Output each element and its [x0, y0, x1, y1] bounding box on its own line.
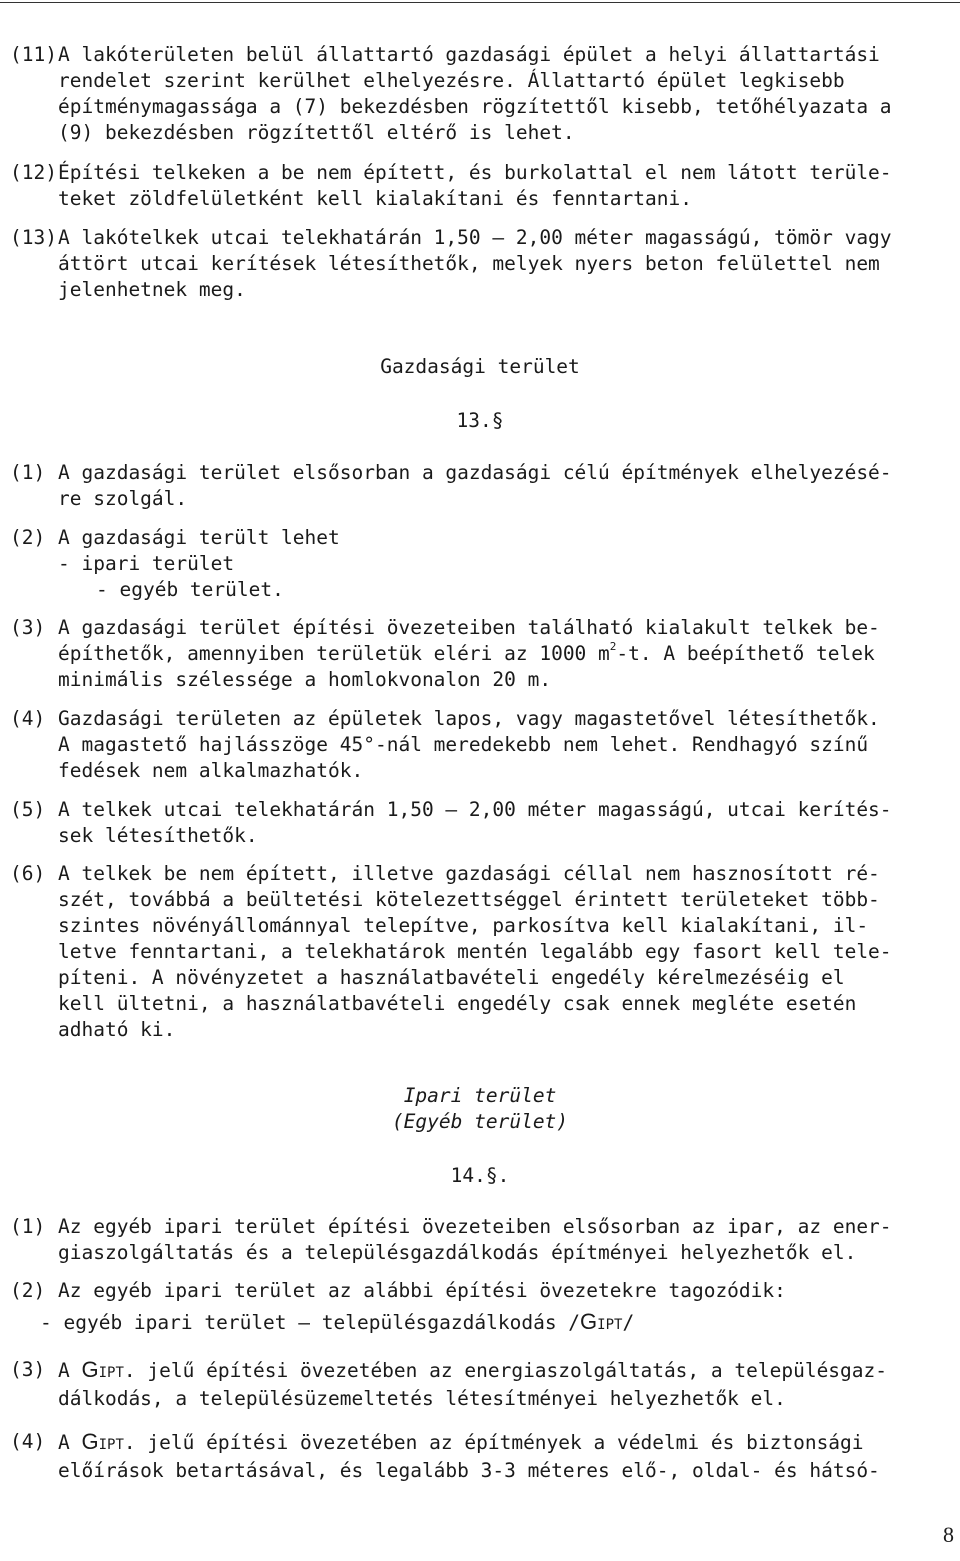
text-line: Az egyéb ipari terület építési övezeteiben elsősorban az ipar, az ener-	[58, 1215, 892, 1238]
paragraph-14-4	[10, 1429, 956, 1484]
superscript: 2	[609, 640, 617, 653]
paragraph-13	[10, 225, 956, 303]
zone-code-suffix: IPT	[98, 1437, 124, 1453]
text-fragment: A	[58, 1431, 82, 1454]
text-line: szét, továbbá a beültetési kötelezettséggel érintett területeket több-	[58, 888, 880, 911]
zone-code-suffix: IPT	[597, 1317, 623, 1333]
zone-code-letter: G	[81, 1429, 99, 1454]
text-line	[58, 641, 956, 667]
text-fragment: -t. A beépíthető telek	[616, 642, 875, 665]
text-fragment: építhetők, amennyiben területük eléri az 1000 m	[58, 642, 610, 665]
paragraph-number: (3)	[10, 616, 46, 639]
text-fragment: . jelű építési övezetében az energiaszolgáltatás, a településgaz-	[123, 1359, 888, 1382]
list-item: - egyéb terület.	[96, 578, 284, 601]
text-fragment: /	[622, 1311, 635, 1334]
text-line: sek létesíthetők.	[58, 824, 258, 847]
text-line: Gazdasági területen az épületek lapos, vagy magastetővel létesíthetők.	[58, 707, 880, 730]
paragraph-number: (5)	[10, 798, 46, 821]
section-subheading: (Egyéb terület)	[391, 1110, 569, 1133]
paragraph-number: (4)	[10, 707, 46, 730]
paragraph-number: (13)	[10, 226, 57, 249]
list-item	[40, 1309, 634, 1338]
text-line: A lakótelkek utcai telekhatárán 1,50 – 2,00 méter magasságú, tömör vagy	[58, 226, 892, 249]
text-line: Építési telkeken a be nem épített, és burkolattal el nem látott terüle-	[58, 161, 892, 184]
zone-code-letter: G	[580, 1309, 598, 1334]
text-line: teket zöldfelületként kell kialakítani és fenntartani.	[58, 187, 692, 210]
text-line: A telkek be nem épített, illetve gazdasági céllal nem hasznosított ré-	[58, 862, 880, 885]
text-line: építménymagassága a (7) bekezdésben rögzítettől kisebb, tetőhélyazata a	[58, 95, 892, 118]
text-fragment: . jelű építési övezetében az építmények a védelmi és biztonsági	[123, 1431, 864, 1454]
zone-code-letter: G	[81, 1357, 99, 1382]
text-line: kell ültetni, a használatbavételi engedély csak ennek megléte esetén	[58, 992, 857, 1015]
paragraph-14-1	[10, 1214, 956, 1266]
paragraph-13-3	[10, 615, 956, 693]
text-line: A lakóterületen belül állattartó gazdasági épület a helyi állattartási	[58, 43, 880, 66]
paragraph-number: (6)	[10, 862, 46, 885]
paragraph-13-2	[10, 525, 956, 551]
text-line	[58, 1357, 956, 1386]
text-line: Az egyéb ipari terület az alábbi építési övezetekre tagozódik:	[58, 1279, 786, 1302]
paragraph-11	[10, 42, 956, 146]
text-line: áttört utcai kerítések létesíthetők, melyek nyers beton felülettel nem	[58, 252, 880, 275]
paragraph-number: (4)	[10, 1430, 46, 1453]
text-line: jelenhetnek meg.	[58, 278, 246, 301]
text-line	[58, 1429, 956, 1458]
text-line: A gazdasági terült lehet	[58, 526, 340, 549]
paragraph-12	[10, 160, 956, 212]
text-line: A gazdasági terület építési övezeteiben található kialakult telkek be-	[58, 616, 880, 639]
text-line: (9) bekezdésben rögzítettől eltérő is lehet.	[58, 121, 575, 144]
list-item: - ipari terület	[58, 552, 235, 575]
text-line: fedések nem alkalmazhatók.	[58, 759, 364, 782]
text-line: minimális szélessége a homlokvonalon 20 m.	[58, 668, 552, 691]
page-number: 8	[943, 1522, 954, 1547]
paragraph-number: (11)	[10, 43, 57, 66]
paragraph-13-5	[10, 797, 956, 849]
section-heading: Ipari terület	[403, 1084, 557, 1107]
text-line: A telkek utcai telekhatárán 1,50 – 2,00 méter magasságú, utcai kerítés-	[58, 798, 892, 821]
text-line: giaszolgáltatás és a településgazdálkodás építményei helyezhetők el.	[58, 1241, 857, 1264]
text-line: letve fenntartani, a telekhatárok mentén legalább egy fasort kell tele-	[58, 940, 892, 963]
paragraph-13-4	[10, 706, 956, 784]
zone-code-suffix: IPT	[98, 1365, 124, 1381]
text-fragment: A	[58, 1359, 82, 1382]
text-line: píteni. A növényzetet a használatbavételi engedély kérelmezéséig el	[58, 966, 845, 989]
paragraph-13-1	[10, 460, 956, 512]
text-fragment: - egyéb ipari terület – településgazdálkodás /	[40, 1311, 581, 1334]
section-number: 13.§	[456, 409, 504, 432]
text-line: dálkodás, a településüzemeltetés létesítményei helyezhetők el.	[58, 1387, 786, 1410]
text-line: rendelet szerint kerülhet elhelyezésre. Állattartó épület legkisebb	[58, 69, 845, 92]
paragraph-number: (12)	[10, 161, 57, 184]
paragraph-number: (2)	[10, 1279, 46, 1302]
section-heading: Gazdasági terület	[380, 355, 580, 378]
paragraph-14-2	[10, 1278, 956, 1304]
text-line: előírások betartásával, és legalább 3-3 méteres elő-, oldal- és hátsó-	[58, 1459, 880, 1482]
text-line: re szolgál.	[58, 487, 188, 510]
text-line: adható ki.	[58, 1018, 176, 1041]
text-line: szintes növényállománnyal telepítve, parkosítva kell kialakítani, il-	[58, 914, 869, 937]
text-line: A gazdasági terület elsősorban a gazdasági célú építmények elhelyezésé-	[58, 461, 892, 484]
paragraph-13-6	[10, 861, 956, 1043]
text-line: A magastető hajlásszöge 45°-nál meredekebb nem lehet. Rendhagyó színű	[58, 733, 869, 756]
paragraph-number: (1)	[10, 1215, 46, 1238]
paragraph-14-3	[10, 1357, 956, 1412]
paragraph-number: (3)	[10, 1358, 46, 1381]
top-rule	[0, 2, 960, 3]
section-number: 14.§.	[450, 1164, 510, 1187]
paragraph-number: (2)	[10, 526, 46, 549]
paragraph-number: (1)	[10, 461, 46, 484]
